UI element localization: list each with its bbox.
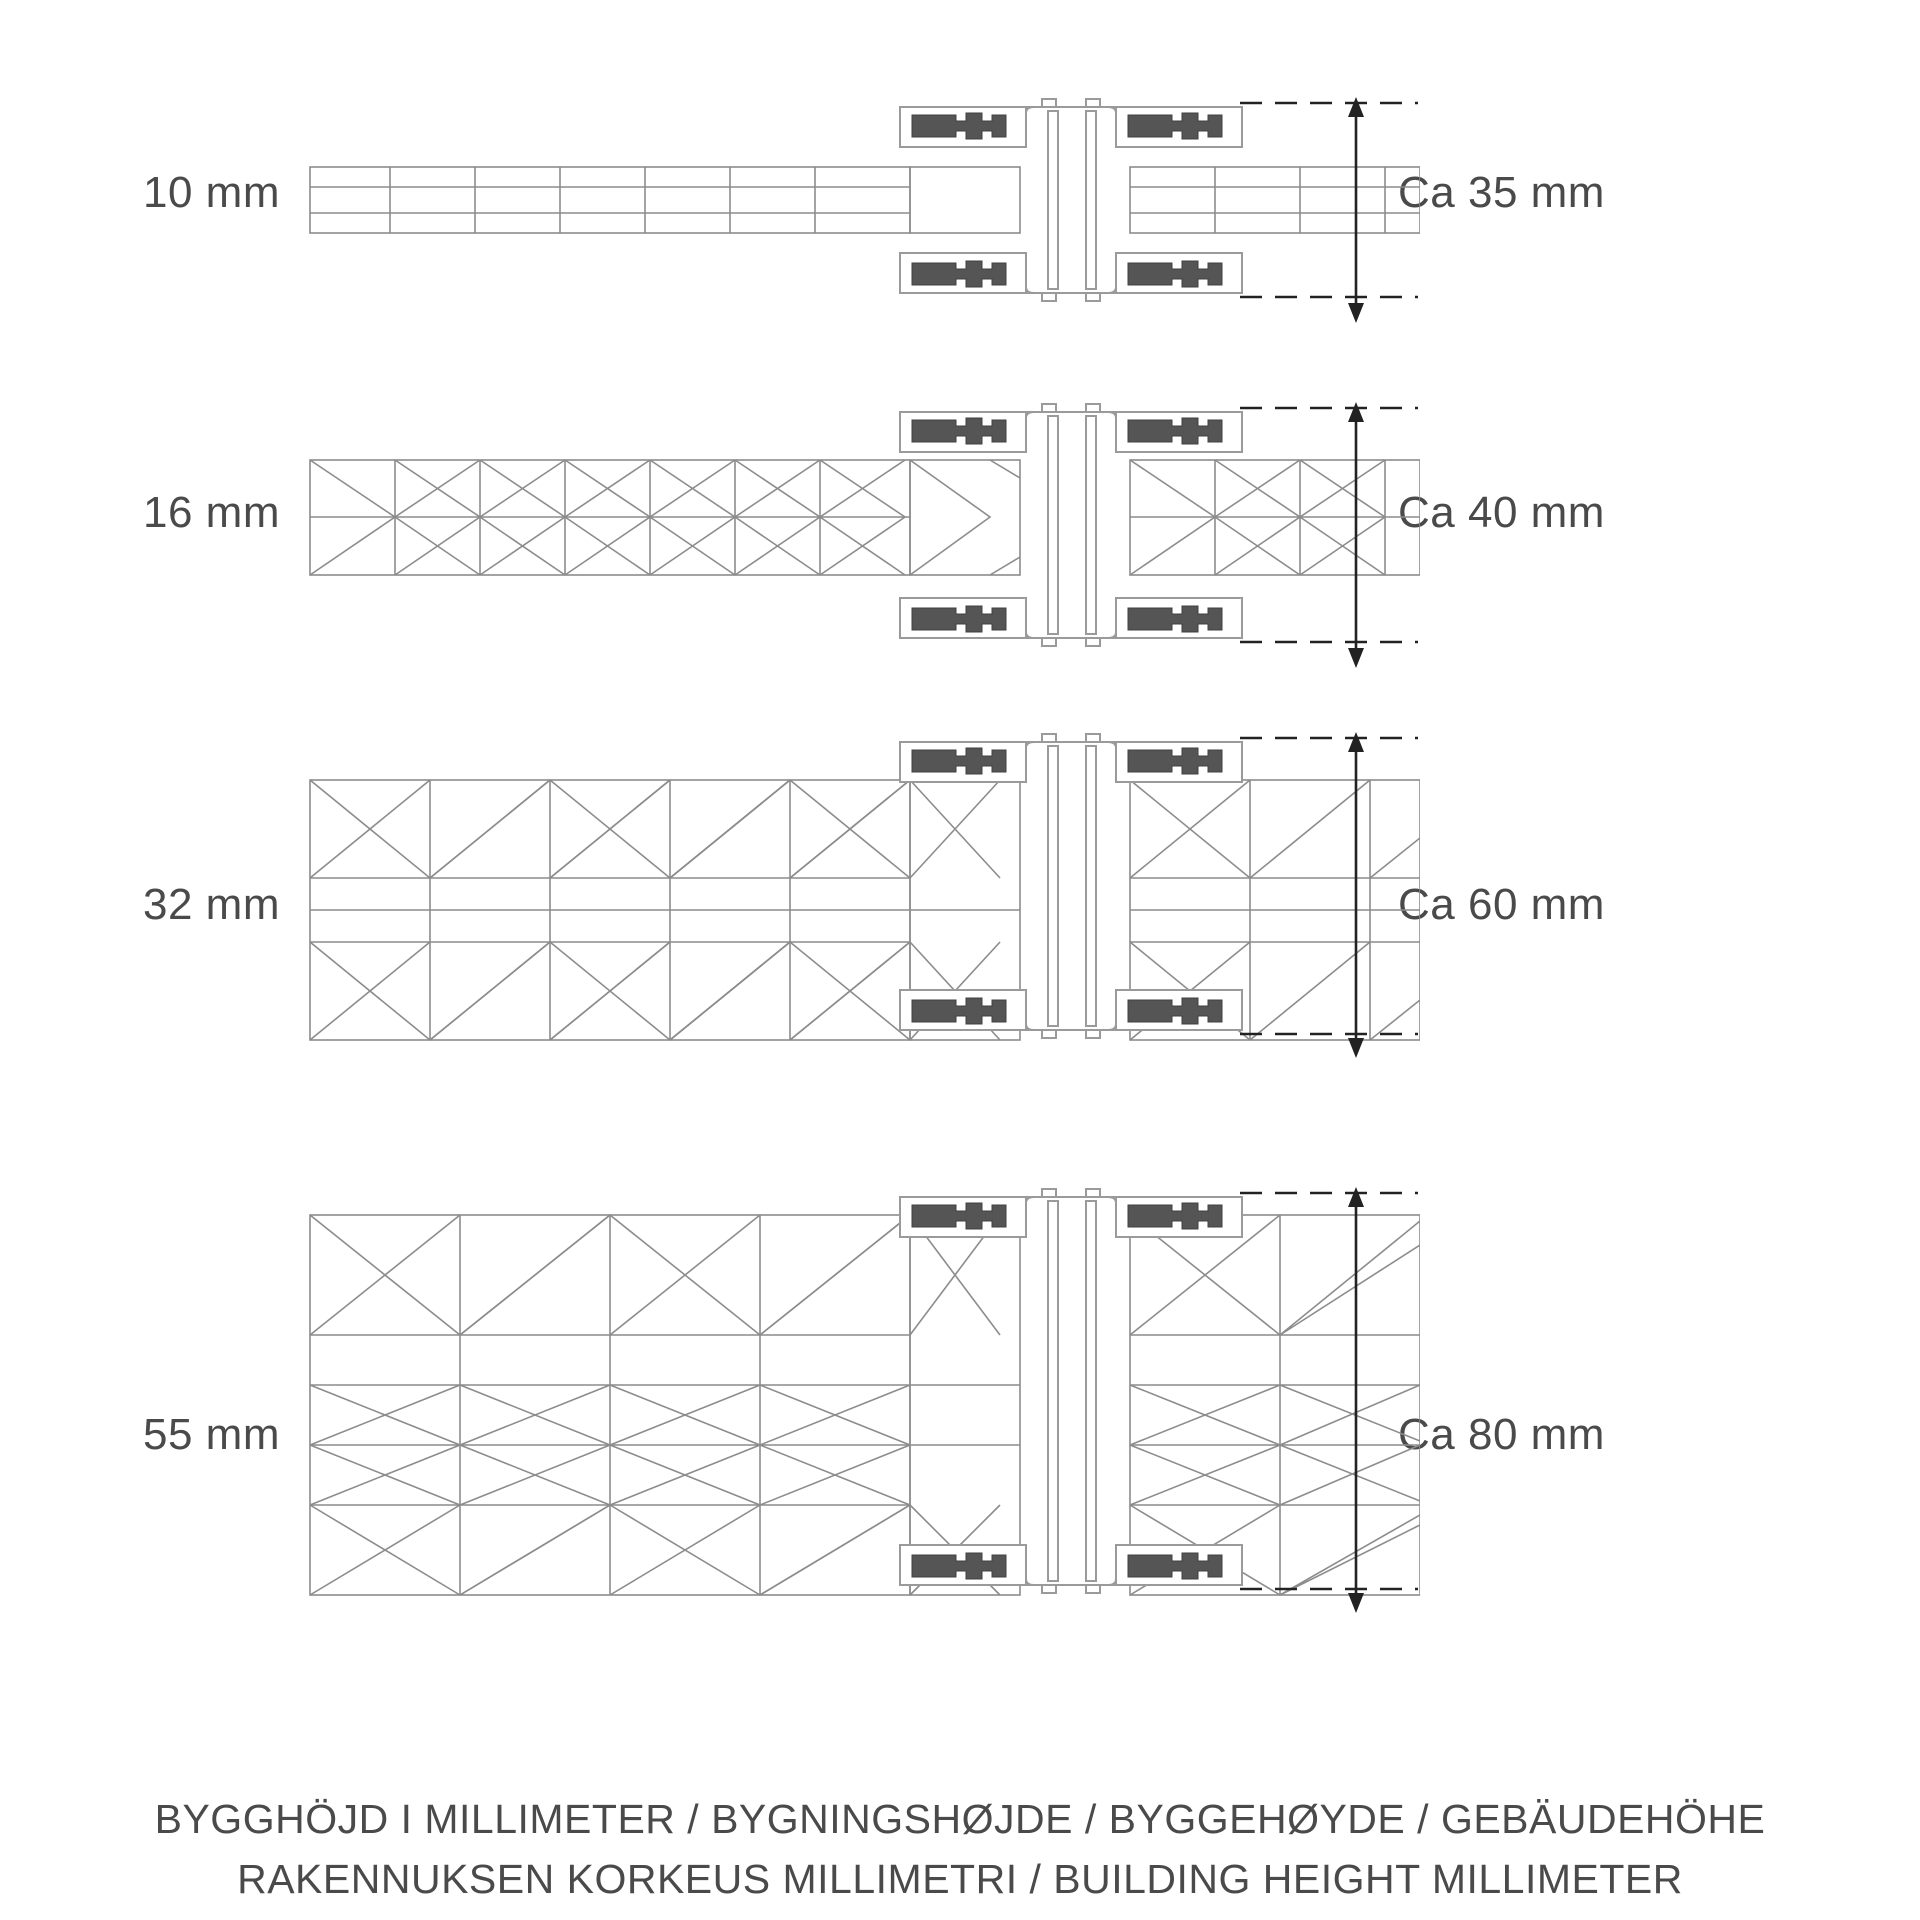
row-label-16mm: 16 mm xyxy=(143,488,280,537)
row-height-16mm: Ca 40 mm xyxy=(1398,488,1605,537)
row-label-55mm: 55 mm xyxy=(143,1410,280,1459)
section-drawing-16mm xyxy=(300,400,1420,670)
footer-line-1: BYGGHÖJD I MILLIMETER / BYGNINGSHØJDE / BYGGEHØYDE / GEBÄUDEHÖHE xyxy=(154,1796,1766,1842)
section-drawing-32mm xyxy=(300,730,1420,1060)
dimension-arrow-32mm xyxy=(1336,730,1376,1060)
footer-line-2: RAKENNUKSEN KORKEUS MILLIMETRI / BUILDING HEIGHT MILLIMETER xyxy=(237,1856,1683,1902)
dimension-arrow-10mm xyxy=(1336,95,1376,325)
row-height-10mm: Ca 35 mm xyxy=(1398,168,1605,217)
section-drawing-55mm xyxy=(300,1185,1420,1615)
row-label-10mm: 10 mm xyxy=(143,168,280,217)
row-height-55mm: Ca 80 mm xyxy=(1398,1410,1605,1459)
row-height-32mm: Ca 60 mm xyxy=(1398,880,1605,929)
section-drawing-10mm xyxy=(300,95,1420,325)
row-label-32mm: 32 mm xyxy=(143,880,280,929)
dimension-arrow-16mm xyxy=(1336,400,1376,670)
dimension-arrow-55mm xyxy=(1336,1185,1376,1615)
